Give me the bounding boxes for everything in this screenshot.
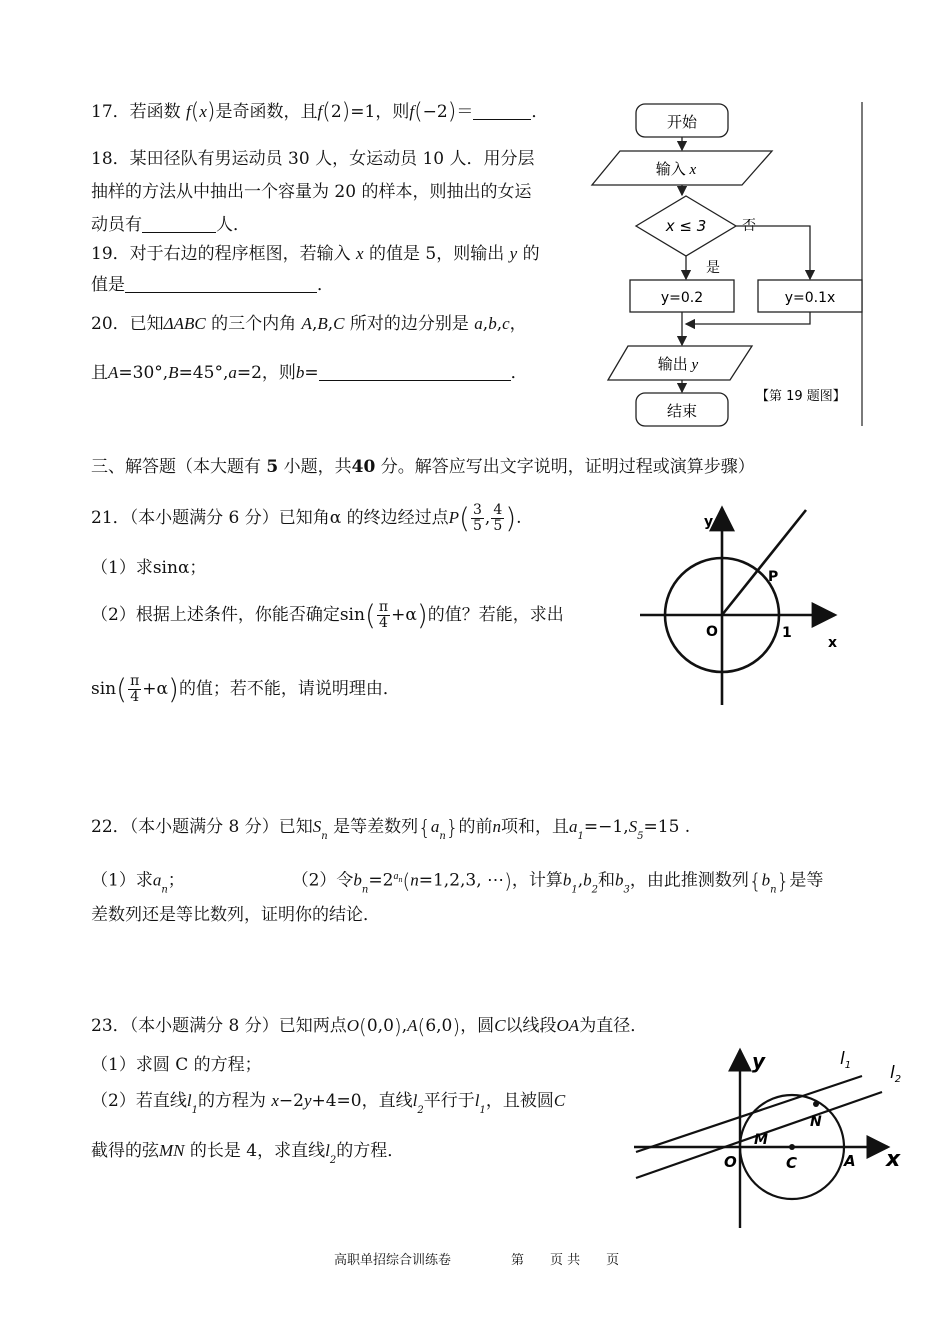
no-box-label: y=0.1x bbox=[784, 290, 836, 306]
question-21-part2: （2）根据上述条件，你能否确定sin( $\frac{\pi}{4}$ +α)的值？若能，求出 bbox=[91, 598, 564, 632]
question-19-line2: 值是 ． bbox=[91, 275, 334, 295]
center-point bbox=[789, 1144, 795, 1150]
terminal-ray bbox=[722, 510, 806, 615]
question-23-part1: （1）求圆 C 的方程； bbox=[91, 1055, 262, 1075]
y-label: y bbox=[704, 514, 714, 530]
question-23-part2-cont: 截得的弦MN 的长是 4，求直线$l_2$的方程． bbox=[91, 1141, 405, 1166]
no-label: 否 bbox=[742, 218, 756, 234]
line-l1 bbox=[636, 1076, 862, 1152]
output-label: 输出 y bbox=[657, 355, 699, 373]
yes-box-label: y=0.2 bbox=[660, 290, 704, 306]
question-20-line2: 且A=30°,B=45°,a=2，则b= ． bbox=[91, 363, 528, 383]
point-n-label: N bbox=[810, 1114, 822, 1130]
footer-title: 高职单招综合训练卷 bbox=[334, 1253, 452, 1268]
start-label: 开始 bbox=[666, 113, 698, 131]
question-22-line3: 差数列还是等比数列，证明你的结论． bbox=[91, 905, 380, 925]
question-23-head: 23．（本小题满分 8 分）已知两点O(0,0),A(6,0)，圆C以线段OA为直径． bbox=[91, 1014, 648, 1039]
footer-page: 第 页 共 页 bbox=[511, 1253, 620, 1268]
question-22-head: 22．（本小题满分 8 分）已知$S_n$ 是等差数列$\{a_n\}$的前n项和，且$a_1=-1,S_5=15$ . bbox=[91, 815, 691, 842]
unit-label: 1 bbox=[782, 625, 792, 641]
input-label: 输入 x bbox=[655, 160, 697, 178]
circle-lines-figure bbox=[630, 1040, 920, 1230]
question-18-line3: 动员有 人． bbox=[91, 215, 250, 235]
x-label: x bbox=[886, 1147, 901, 1172]
question-22-parts: （1）求$a_n$； （2）令$b_n=2^{a_n}(n=1,2,3$, ⋯)，计算$b_1,b_2$和$b_3$，由此推测数列$\{b_n\}$是等 bbox=[91, 869, 824, 896]
figure-caption: 【第 19 题图】 bbox=[756, 389, 846, 404]
question-19-line1: 19．对于右边的程序框图，若输入 x 的值是 5，则输出 y 的 bbox=[91, 244, 540, 264]
y-label: y bbox=[752, 1049, 766, 1073]
arrow-merge bbox=[686, 312, 810, 324]
answer-blank-17 bbox=[473, 103, 531, 120]
unit-circle-figure bbox=[640, 500, 870, 710]
question-23-part2: （2）若直线$l_1$的方程为 x−2y+4=0，直线$l_2$平行于$l_1$，且被圆C bbox=[91, 1091, 566, 1116]
question-17: 17．若函数 f(x)是奇函数，且f(2)=1，则f(−2)＝ ． bbox=[91, 99, 549, 125]
origin-label: O bbox=[706, 624, 718, 640]
point-m-label: M bbox=[754, 1132, 768, 1148]
x-label: x bbox=[828, 635, 838, 651]
question-21-head: 21．（本小题满分 6 分）已知角α 的终边经过点P( $\frac{3}{5}$ , $\frac{4}{5}$ ). bbox=[91, 501, 522, 535]
answer-blank-20 bbox=[319, 364, 511, 381]
point-a-label: A bbox=[844, 1152, 856, 1170]
question-18-line1: 18．某田径队有男运动员 30 人，女运动员 10 人．用分层 bbox=[91, 149, 535, 169]
end-label: 结束 bbox=[666, 402, 698, 420]
center-label: C bbox=[786, 1154, 798, 1172]
point-n bbox=[813, 1101, 819, 1107]
line-l1-label: $l_1$ bbox=[840, 1049, 852, 1071]
answer-blank-18 bbox=[142, 216, 216, 233]
flowchart-figure bbox=[590, 96, 870, 436]
question-20-line1: 20．已知ΔABC 的三个内角 A,B,C 所对的边分别是 a,b,c， bbox=[91, 314, 527, 334]
question-21-part1: （1）求sinα； bbox=[91, 558, 207, 578]
origin-label: O bbox=[724, 1153, 737, 1171]
line-l2-label: $l_2$ bbox=[890, 1063, 902, 1085]
section-heading: 三、解答题（本大题有 5 小题，共40 分。解答应写出文字说明，证明过程或演算步骤） bbox=[91, 457, 755, 477]
decision-label: x ≤ 3 bbox=[665, 217, 707, 235]
point-p-label: P bbox=[768, 569, 779, 585]
yes-label: 是 bbox=[706, 260, 720, 276]
question-18-line2: 抽样的方法从中抽出一个容量为 20 的样本，则抽出的女运 bbox=[91, 182, 532, 202]
question-21-part2-cont: sin( $\frac{\pi}{4}$ +α)的值；若不能，请说明理由． bbox=[91, 672, 400, 706]
answer-blank-19 bbox=[125, 276, 317, 293]
